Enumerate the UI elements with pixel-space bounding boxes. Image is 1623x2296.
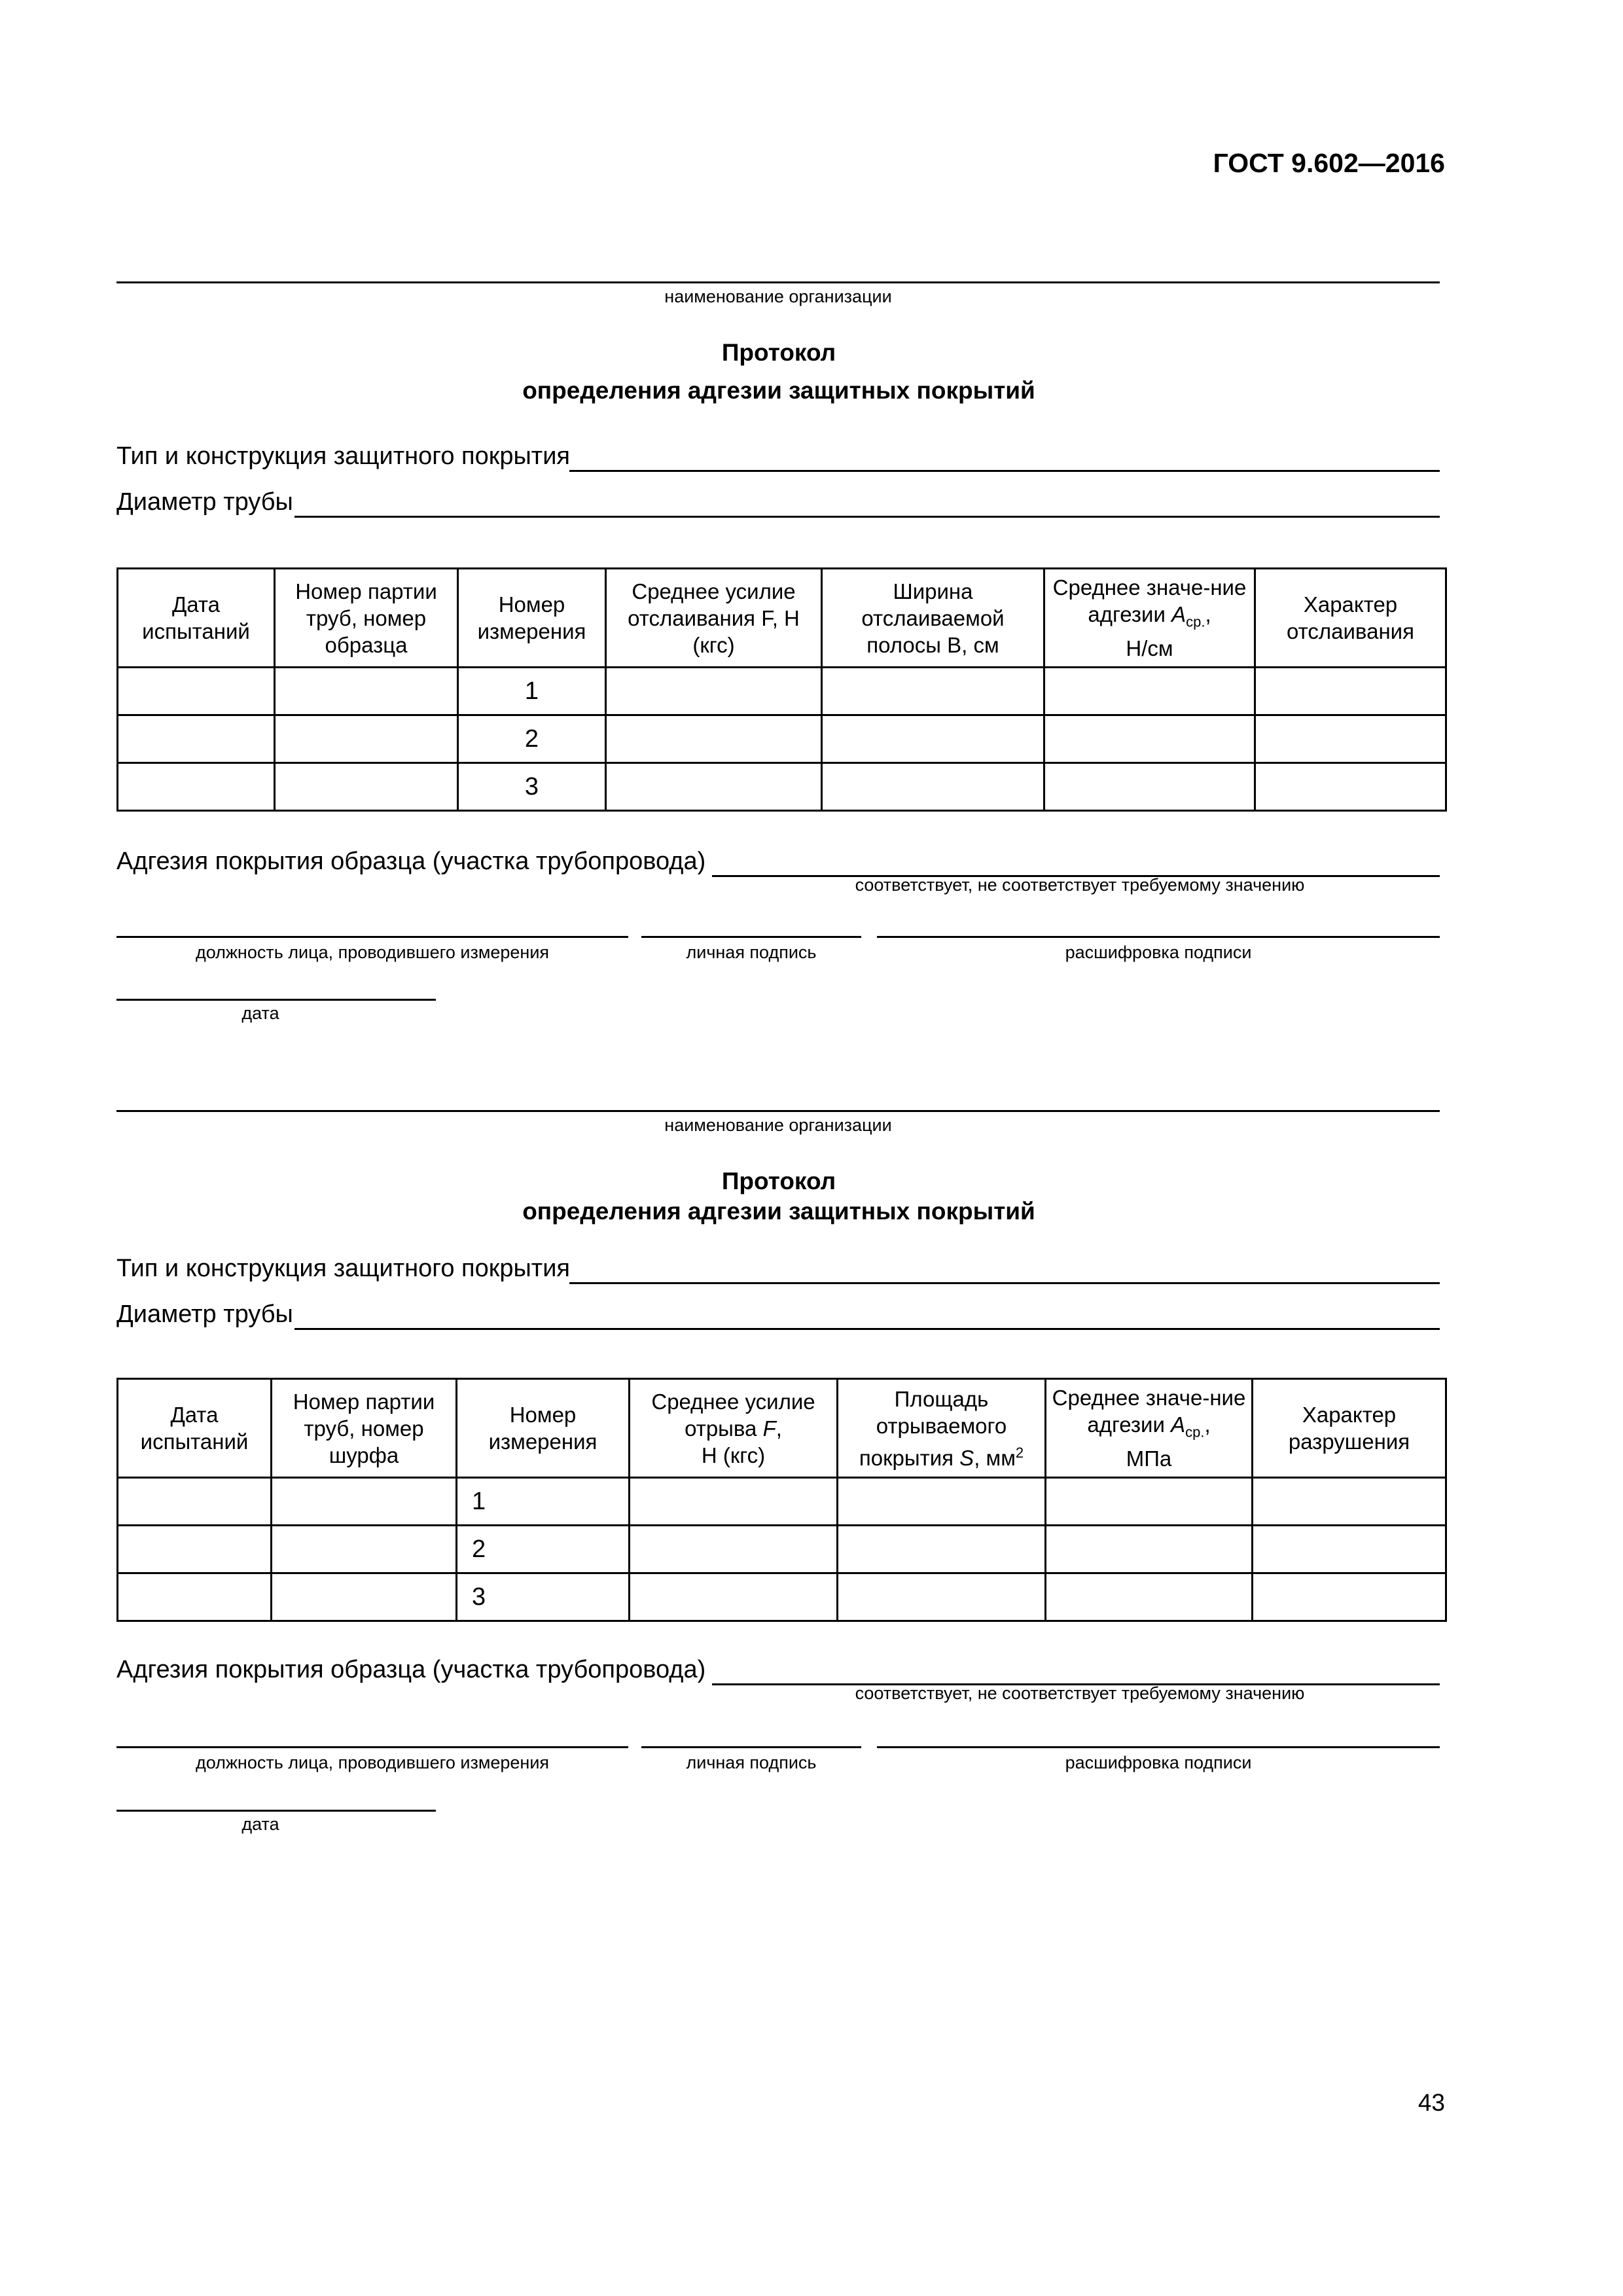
header-strip-width: Ширина отслаиваемой полосы B, см [822, 569, 1044, 668]
adhesion-label: Адгезия покрытия образца (участка трубопровода) [116, 1656, 706, 1683]
cell-date[interactable] [118, 1478, 272, 1526]
measurement-number: 2 [458, 715, 606, 763]
signature-line[interactable] [641, 1746, 861, 1748]
header-mean-adhesion: Среднее значе-ние адгезии $A_{ср.}$, МПа [1046, 1379, 1253, 1478]
cell-adhesion[interactable] [1044, 763, 1255, 811]
compliance-caption: соответствует, не соответствует требуемому значению [855, 875, 1305, 895]
table-row [118, 1526, 1446, 1573]
coating-type-line[interactable] [569, 470, 1440, 472]
organization-caption: наименование организации [664, 287, 892, 306]
protocol-subtitle: определения адгезии защитных покрытий [522, 1198, 1035, 1225]
measurement-number: 3 [458, 763, 606, 811]
pipe-diameter-label: Диаметр трубы [116, 488, 293, 516]
table-row [118, 668, 1446, 715]
compliance-caption: соответствует, не соответствует требуемому значению [855, 1683, 1305, 1703]
position-line[interactable] [116, 1746, 628, 1748]
page-number: 43 [1418, 2089, 1445, 2116]
date-line[interactable] [116, 999, 436, 1001]
signature-caption: личная подпись [686, 942, 817, 962]
cell-force[interactable] [606, 668, 822, 715]
cell-adhesion[interactable] [1044, 668, 1255, 715]
cell-date[interactable] [118, 668, 275, 715]
header-coating-area: Площадь отрываемого покрытия S, $мм^2$ [838, 1379, 1046, 1478]
header-pulloff-force: Среднее усилие отрыва F, Н (кгс) [630, 1379, 838, 1478]
header-peel-force: Среднее усилие отслаивания F, Н (кгс) [606, 569, 822, 668]
cell-area[interactable] [838, 1526, 1046, 1573]
signature-decode-caption: расшифровка подписи [1065, 1753, 1252, 1772]
pipe-diameter-label: Диаметр трубы [116, 1300, 293, 1328]
header-test-date: Дата испытаний [118, 569, 275, 668]
cell-adhesion[interactable] [1046, 1526, 1253, 1573]
cell-width[interactable] [822, 763, 1044, 811]
cell-batch[interactable] [272, 1478, 457, 1526]
position-caption: должность лица, проводившего измерения [195, 1753, 550, 1772]
standard-number: ГОСТ 9.602—2016 [1213, 148, 1445, 178]
cell-character[interactable] [1255, 715, 1446, 763]
cell-width[interactable] [822, 715, 1044, 763]
cell-area[interactable] [838, 1573, 1046, 1621]
position-line[interactable] [116, 936, 628, 938]
adhesion-table-pulloff [116, 1378, 1447, 1622]
signature-decode-line[interactable] [877, 936, 1440, 938]
signature-line[interactable] [641, 936, 861, 938]
adhesion-label: Адгезия покрытия образца (участка трубопровода) [116, 848, 706, 875]
cell-batch[interactable] [275, 763, 458, 811]
signature-decode-line[interactable] [877, 1746, 1440, 1748]
date-caption: дата [241, 1003, 279, 1023]
cell-character[interactable] [1253, 1526, 1446, 1573]
cell-batch[interactable] [272, 1526, 457, 1573]
protocol-title: Протокол [721, 339, 836, 366]
cell-batch[interactable] [275, 715, 458, 763]
header-measurement-number: Номер измерения [458, 569, 606, 668]
measurement-number: 2 [457, 1526, 630, 1573]
header-failure-character: Характер разрушения [1253, 1379, 1446, 1478]
cell-date[interactable] [118, 763, 275, 811]
cell-date[interactable] [118, 715, 275, 763]
organization-line[interactable] [116, 281, 1440, 283]
table-row [118, 1478, 1446, 1526]
cell-adhesion[interactable] [1044, 715, 1255, 763]
measurement-number: 3 [457, 1573, 630, 1621]
cell-date[interactable] [118, 1526, 272, 1573]
pipe-diameter-line[interactable] [294, 1328, 1440, 1330]
coating-type-label: Тип и конструкция защитного покрытия [116, 1255, 570, 1282]
cell-batch[interactable] [272, 1573, 457, 1621]
header-batch-pit: Номер партии труб, номер шурфа [272, 1379, 457, 1478]
cell-force[interactable] [630, 1573, 838, 1621]
table-row [118, 1573, 1446, 1621]
cell-adhesion[interactable] [1046, 1573, 1253, 1621]
measurement-number: 1 [458, 668, 606, 715]
table-row [118, 763, 1446, 811]
date-line[interactable] [116, 1810, 436, 1812]
pipe-diameter-line[interactable] [294, 516, 1440, 518]
cell-force[interactable] [630, 1526, 838, 1573]
cell-batch[interactable] [275, 668, 458, 715]
header-measurement-number: Номер измерения [457, 1379, 630, 1478]
header-batch-sample: Номер партии труб, номер образца [275, 569, 458, 668]
date-caption: дата [241, 1814, 279, 1834]
coating-type-line[interactable] [569, 1282, 1440, 1284]
signature-decode-caption: расшифровка подписи [1065, 942, 1252, 962]
cell-character[interactable] [1255, 668, 1446, 715]
protocol-title: Протокол [721, 1168, 836, 1194]
adhesion-table-peel [116, 567, 1447, 812]
measurement-number: 1 [457, 1478, 630, 1526]
coating-type-label: Тип и конструкция защитного покрытия [116, 442, 570, 470]
cell-force[interactable] [606, 715, 822, 763]
organization-line[interactable] [116, 1110, 1440, 1112]
cell-force[interactable] [630, 1478, 838, 1526]
cell-area[interactable] [838, 1478, 1046, 1526]
cell-width[interactable] [822, 668, 1044, 715]
cell-character[interactable] [1253, 1478, 1446, 1526]
signature-caption: личная подпись [686, 1753, 817, 1772]
cell-force[interactable] [606, 763, 822, 811]
position-caption: должность лица, проводившего измерения [195, 942, 550, 962]
cell-character[interactable] [1255, 763, 1446, 811]
cell-adhesion[interactable] [1046, 1478, 1253, 1526]
table-row [118, 715, 1446, 763]
organization-caption: наименование организации [664, 1115, 892, 1135]
header-peel-character: Характер отслаивания [1255, 569, 1446, 668]
cell-date[interactable] [118, 1573, 272, 1621]
cell-character[interactable] [1253, 1573, 1446, 1621]
header-mean-adhesion: Среднее значе-ние адгезии $A_{ср.}$, Н/см [1044, 569, 1255, 668]
header-test-date: Дата испытаний [118, 1379, 272, 1478]
protocol-subtitle: определения адгезии защитных покрытий [522, 377, 1035, 404]
